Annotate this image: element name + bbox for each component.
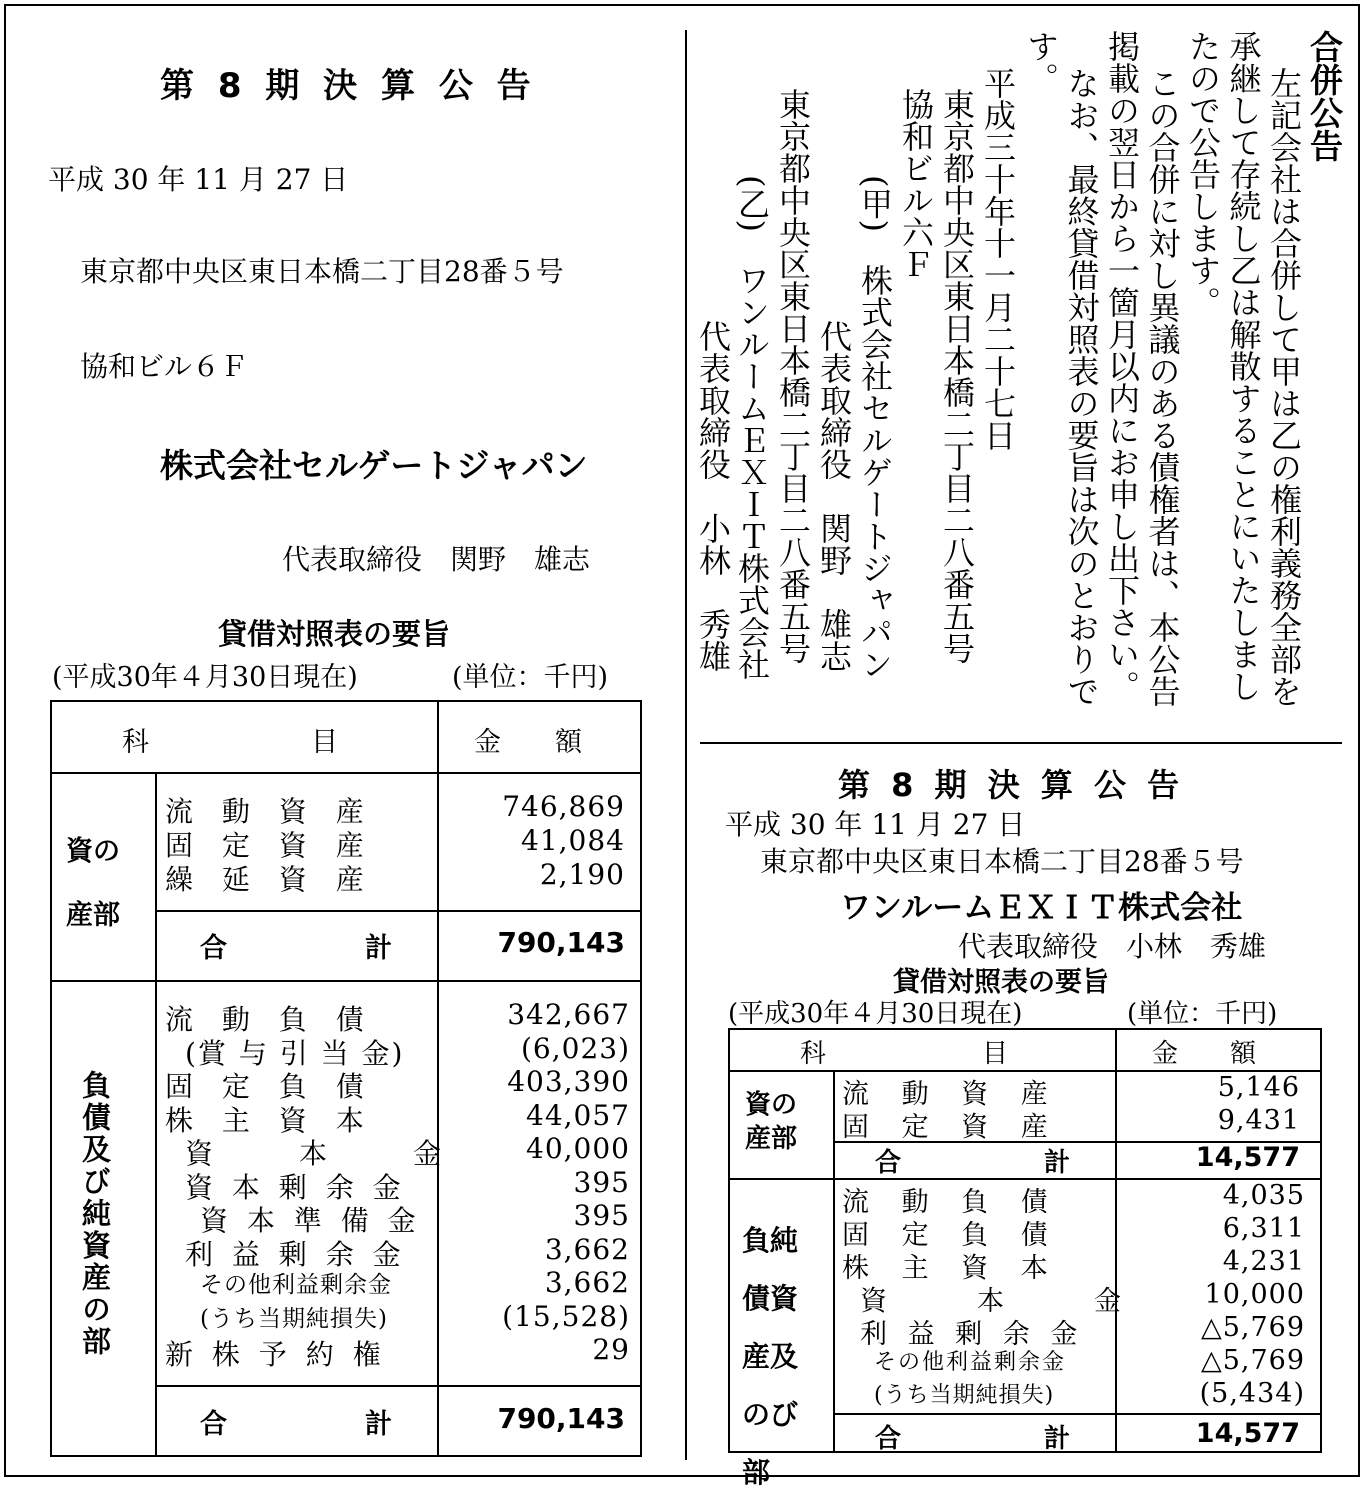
right-section-divider bbox=[700, 742, 1342, 744]
right-bs-unit: (単位：千円) bbox=[1127, 999, 1278, 1029]
right-company: ワンルームＥＸＩＴ株式会社 bbox=[840, 890, 1243, 926]
left-bs-basis: (平成30年４月30日現在) bbox=[52, 662, 358, 693]
merger-body-line: なお、最終貸借対照表の要旨は次のとおりで bbox=[1062, 67, 1101, 707]
right-title: 第 8 期 決 算 公 告 bbox=[838, 766, 1185, 804]
left-liabilities-row-label: その他利益剰余金 bbox=[200, 1272, 392, 1298]
right-bs-basis: (平成30年４月30日現在) bbox=[728, 999, 1023, 1029]
left-liabilities-row-label: 資 本 準 備 金 bbox=[200, 1204, 421, 1237]
left-assets-total-label: 合 計 bbox=[200, 933, 392, 964]
left-liabilities-row-label: (賞 与 引 当 金) bbox=[185, 1036, 405, 1070]
left-address: 東京都中央区東日本橋二丁目28番５号 bbox=[80, 255, 564, 288]
right-assets-section-label: 資の産部 bbox=[745, 1090, 798, 1154]
right-liabilities-row-label: その他利益剰余金 bbox=[874, 1350, 1067, 1375]
left-date: 平成 30 年 11 月 27 日 bbox=[48, 163, 349, 196]
merger-party-a-rep: 代表取締役 関野 雄志 bbox=[815, 320, 853, 672]
left-assets-row-value: 746,869 bbox=[502, 790, 625, 823]
left-assets-total: 790,143 bbox=[497, 926, 625, 959]
right-liabilities-row-value: (5,434) bbox=[1199, 1378, 1305, 1409]
left-liabilities-row-label: 利 益 剰 余 金 bbox=[185, 1237, 406, 1271]
right-liabilities-total-label: 合 計 bbox=[875, 1424, 1070, 1454]
left-liabilities-row-label: 流 動 負 債 bbox=[165, 1003, 374, 1036]
merger-address: 東京都中央区東日本橋二丁目二八番五号 bbox=[938, 88, 976, 664]
right-liabilities-row-value: 6,311 bbox=[1222, 1213, 1305, 1244]
right-liabilities-total: 14,577 bbox=[1195, 1418, 1300, 1449]
right-liabilities-row-value: △5,769 bbox=[1200, 1345, 1305, 1376]
left-liabilities-row-label: 新 株 予 約 権 bbox=[165, 1338, 386, 1371]
left-company: 株式会社セルゲートジャパン bbox=[160, 446, 588, 485]
right-liabilities-row-value: 10,000 bbox=[1204, 1279, 1305, 1310]
left-bs-unit: (単位：千円) bbox=[452, 662, 609, 693]
left-liabilities-row-value: (15,528) bbox=[502, 1299, 630, 1333]
left-liabilities-row-value: 40,000 bbox=[526, 1132, 630, 1165]
left-header-amount: 金 額 bbox=[474, 727, 582, 758]
merger-heading: 合併公告 bbox=[1305, 30, 1344, 162]
right-address: 東京都中央区東日本橋二丁目28番５号 bbox=[760, 845, 1244, 878]
left-title: 第 8 期 決 算 公 告 bbox=[160, 66, 537, 106]
right-assets-row-label: 固 定 資 産 bbox=[842, 1112, 1060, 1143]
left-liabilities-row-value: 403,390 bbox=[507, 1065, 630, 1098]
right-assets-row-value: 5,146 bbox=[1217, 1072, 1300, 1103]
left-liabilities-total: 790,143 bbox=[497, 1402, 625, 1435]
right-assets-row-value: 9,431 bbox=[1217, 1105, 1300, 1136]
left-liabilities-row-value: 342,667 bbox=[507, 998, 630, 1031]
merger-building: 協和ビル六Ｆ bbox=[897, 88, 935, 280]
left-liabilities-total-label: 合 計 bbox=[200, 1409, 392, 1440]
merger-body-line: たので公告します。 bbox=[1184, 30, 1222, 318]
left-liabilities-section-label: 負債及び純資産の部 bbox=[78, 1070, 112, 1358]
right-liabilities-row-label: (うち当期純損失) bbox=[874, 1383, 1055, 1408]
right-liabilities-row-label: 資 本 金 bbox=[860, 1286, 1133, 1317]
left-liabilities-row-label: 固 定 負 債 bbox=[165, 1070, 374, 1103]
right-assets-total-label: 合 計 bbox=[875, 1148, 1070, 1178]
left-building: 協和ビル６Ｆ bbox=[80, 350, 249, 383]
left-liabilities-row-label: (うち当期純損失) bbox=[200, 1305, 388, 1332]
left-liabilities-row-value: 395 bbox=[573, 1165, 630, 1199]
right-liabilities-row-label: 利 益 剰 余 金 bbox=[860, 1319, 1084, 1350]
left-liabilities-row-value: 29 bbox=[592, 1333, 630, 1366]
left-liabilities-row-value: 44,057 bbox=[526, 1098, 630, 1132]
right-liabilities-row-value: 4,035 bbox=[1222, 1180, 1305, 1211]
left-liabilities-row-label: 株 主 資 本 bbox=[165, 1103, 374, 1137]
merger-body-line: 左記会社は合併して甲は乙の権利義務全部を bbox=[1265, 67, 1303, 707]
merger-date: 平成三十年十一月二十七日 bbox=[979, 67, 1017, 451]
center-divider bbox=[685, 30, 687, 1460]
left-assets-row-label: 繰 延 資 産 bbox=[165, 863, 374, 896]
left-header-item: 科 目 bbox=[122, 727, 338, 758]
right-bs-title: 貸借対照表の要旨 bbox=[893, 967, 1109, 998]
left-liabilities-row-label: 資 本 剰 余 金 bbox=[185, 1170, 406, 1204]
right-liabilities-row-label: 株 主 資 本 bbox=[842, 1253, 1060, 1284]
merger-body-line: 掲載の翌日から一箇月以内にお申し出下さい。 bbox=[1103, 30, 1141, 702]
merger-party-b-rep: 代表取締役 小林 秀雄 bbox=[694, 320, 732, 672]
left-assets-row-label: 流 動 資 産 bbox=[165, 795, 374, 828]
left-liabilities-row-value: 3,662 bbox=[544, 1266, 630, 1299]
merger-body-line: この合併に対し異議のある債権者は、本公告 bbox=[1143, 67, 1182, 707]
right-header-amount: 金 額 bbox=[1152, 1039, 1257, 1069]
merger-body-line: す。 bbox=[1022, 30, 1060, 94]
left-liabilities-row-label: 資 本 金 bbox=[185, 1137, 452, 1170]
left-representative: 代表取締役 関野 雄志 bbox=[282, 543, 591, 576]
right-assets-row-label: 流 動 資 産 bbox=[842, 1079, 1060, 1110]
left-liabilities-row-value: 395 bbox=[573, 1199, 630, 1232]
right-assets-total: 14,577 bbox=[1195, 1142, 1300, 1173]
right-date: 平成 30 年 11 月 27 日 bbox=[725, 808, 1026, 841]
right-liabilities-section-label: 負純債資産及のび部 bbox=[742, 1224, 799, 1489]
merger-party-a: (甲) 株式会社セルゲートジャパン bbox=[856, 175, 894, 680]
merger-address-2: 東京都中央区東日本橋二丁目二八番五号 bbox=[774, 88, 812, 664]
left-assets-row-value: 2,190 bbox=[539, 858, 625, 891]
merger-body-line: 承継して存続し乙は解散することにいたしまし bbox=[1224, 30, 1263, 702]
left-liabilities-row-value: (6,023) bbox=[520, 1031, 630, 1065]
left-assets-section-label: 資の産部 bbox=[66, 836, 120, 931]
left-assets-row-value: 41,084 bbox=[521, 824, 625, 857]
right-liabilities-row-label: 固 定 負 債 bbox=[842, 1220, 1060, 1251]
merger-party-b: (乙) ワンルームＥＸＩＴ株式会社 bbox=[733, 175, 771, 680]
right-header-item: 科 目 bbox=[800, 1039, 1009, 1069]
right-liabilities-row-value: 4,231 bbox=[1222, 1246, 1305, 1277]
right-liabilities-row-label: 流 動 負 債 bbox=[842, 1187, 1060, 1218]
right-representative: 代表取締役 小林 秀雄 bbox=[958, 930, 1267, 963]
left-liabilities-row-value: 3,662 bbox=[544, 1232, 630, 1266]
right-liabilities-row-value: △5,769 bbox=[1200, 1312, 1305, 1343]
left-assets-row-label: 固 定 資 産 bbox=[165, 829, 374, 862]
left-bs-title: 貸借対照表の要旨 bbox=[218, 617, 451, 651]
